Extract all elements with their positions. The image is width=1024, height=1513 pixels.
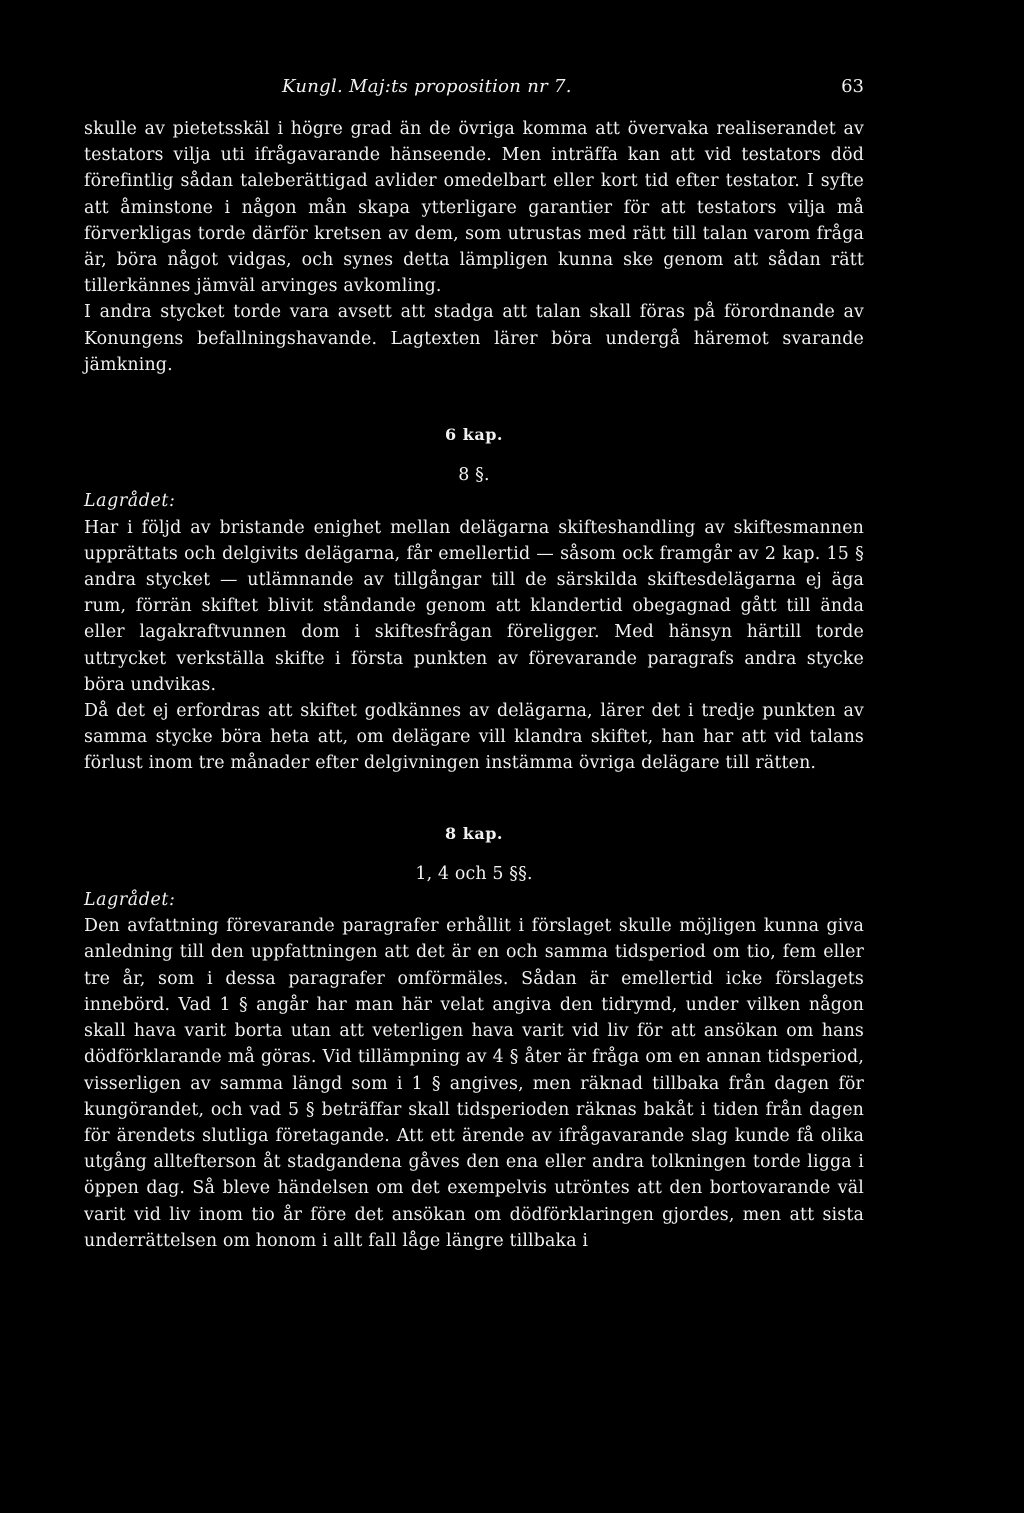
body-paragraph: Har i följd av bristande enighet mellan delägarna skifteshandling av skiftesmannen upprättats och delgivits delägarna, får emellertid — såsom ock framgår av 2 kap. 15 § andra stycket — utlämnande av tillgångar till de särskilda skiftesdelägarna ej äga rum, förrän skiftet blivit ståndande genom att klandertid obegagnad gått till ända eller lagakraftvunnen dom i skiftesfrågan föreligger. Med hänsyn härtill torde uttrycket verkställa skifte i första punkten av förevarande paragrafs andra stycke böra undvikas. [84, 517, 864, 695]
page-header [84, 76, 864, 106]
body-text [84, 116, 864, 1254]
section-6-kap [84, 422, 864, 777]
body-paragraph: I andra stycket torde vara avsett att stadga att talan skall föras på förordnande av Konungens befallningshavande. Lagtexten lärer böra undergå häremot svarande jämkning. [84, 302, 864, 375]
paragraph-heading: 8 §. [458, 465, 490, 486]
chapter-heading: 8 kap. [445, 823, 503, 843]
section-8-kap [84, 821, 864, 1254]
running-title: Kungl. Maj:ts proposition nr 7. [282, 76, 572, 97]
speaker-label: Lagrådet: [84, 890, 176, 911]
paragraph-heading: 1, 4 och 5 §§. [415, 863, 533, 884]
chapter-heading: 6 kap. [445, 425, 503, 445]
body-paragraph: Den avfattning förevarande paragrafer erhållit i förslaget skulle möjligen kunna giva anledning till den uppfattningen att det är en och samma tidsperiod om tio, fem eller tre år, som i dessa paragrafer omförmäles. Sådan är emellertid icke förslagets innebörd. Vad 1 § angår har man här velat angiva den tidrymd, under vilken någon skall hava varit borta utan att veterligen hava varit vid liv för att ansökan om hans dödförklarande må göras. Vid tillämpning av 4 § åter är fråga om en annan tidsperiod, visserligen av samma längd som i 1 § angives, men räknad tillbaka från dagen för kungörandet, och vad 5 § beträffar skall tidsperioden räknas bakåt i tiden från dagen för ärendets slutliga företagande. Att ett ärende av ifrågavarande slag kunde få olika utgång alltefterson åt stadgandena gåves den ena eller andra tolkningen torde ligga i öppen dag. Så bleve händelsen om det exempelvis utröntes att den bortovarande väl varit vid liv inom tio år före det ansökan om dödförklaringen gjordes, men att sista underrättelsen om honom i allt fall låge längre tillbaka i [84, 916, 864, 1251]
document-page [84, 76, 864, 1254]
opening-block [84, 116, 864, 378]
speaker-label: Lagrådet: [84, 491, 176, 512]
body-paragraph: Då det ej erfordras att skiftet godkännes av delägarna, lärer det i tredje punkten av samma stycke böra heta att, om delägare vill klandra skiftet, han har att vid talans förlust inom tre månader efter delgivningen instämma övriga delägare till rätten. [84, 701, 864, 774]
body-paragraph: skulle av pietetsskäl i högre grad än de övriga komma att övervaka realiserandet av testators vilja uti ifrågavarande hänseende. Men inträffa kan att vid testators död förefintlig sådan taleberättigad avlider omedelbart eller kort tid efter testator. I syfte att åminstone i någon mån skapa ytterligare garantier för att testators vilja må förverkligas torde därför kretsen av dem, som utrustas med rätt till talan varom fråga är, böra något vidgas, och synes detta lämpligen kunna ske genom att sådan rätt tillerkännes jämväl arvinges avkomling. [84, 119, 864, 297]
page-number: 63 [841, 76, 864, 97]
